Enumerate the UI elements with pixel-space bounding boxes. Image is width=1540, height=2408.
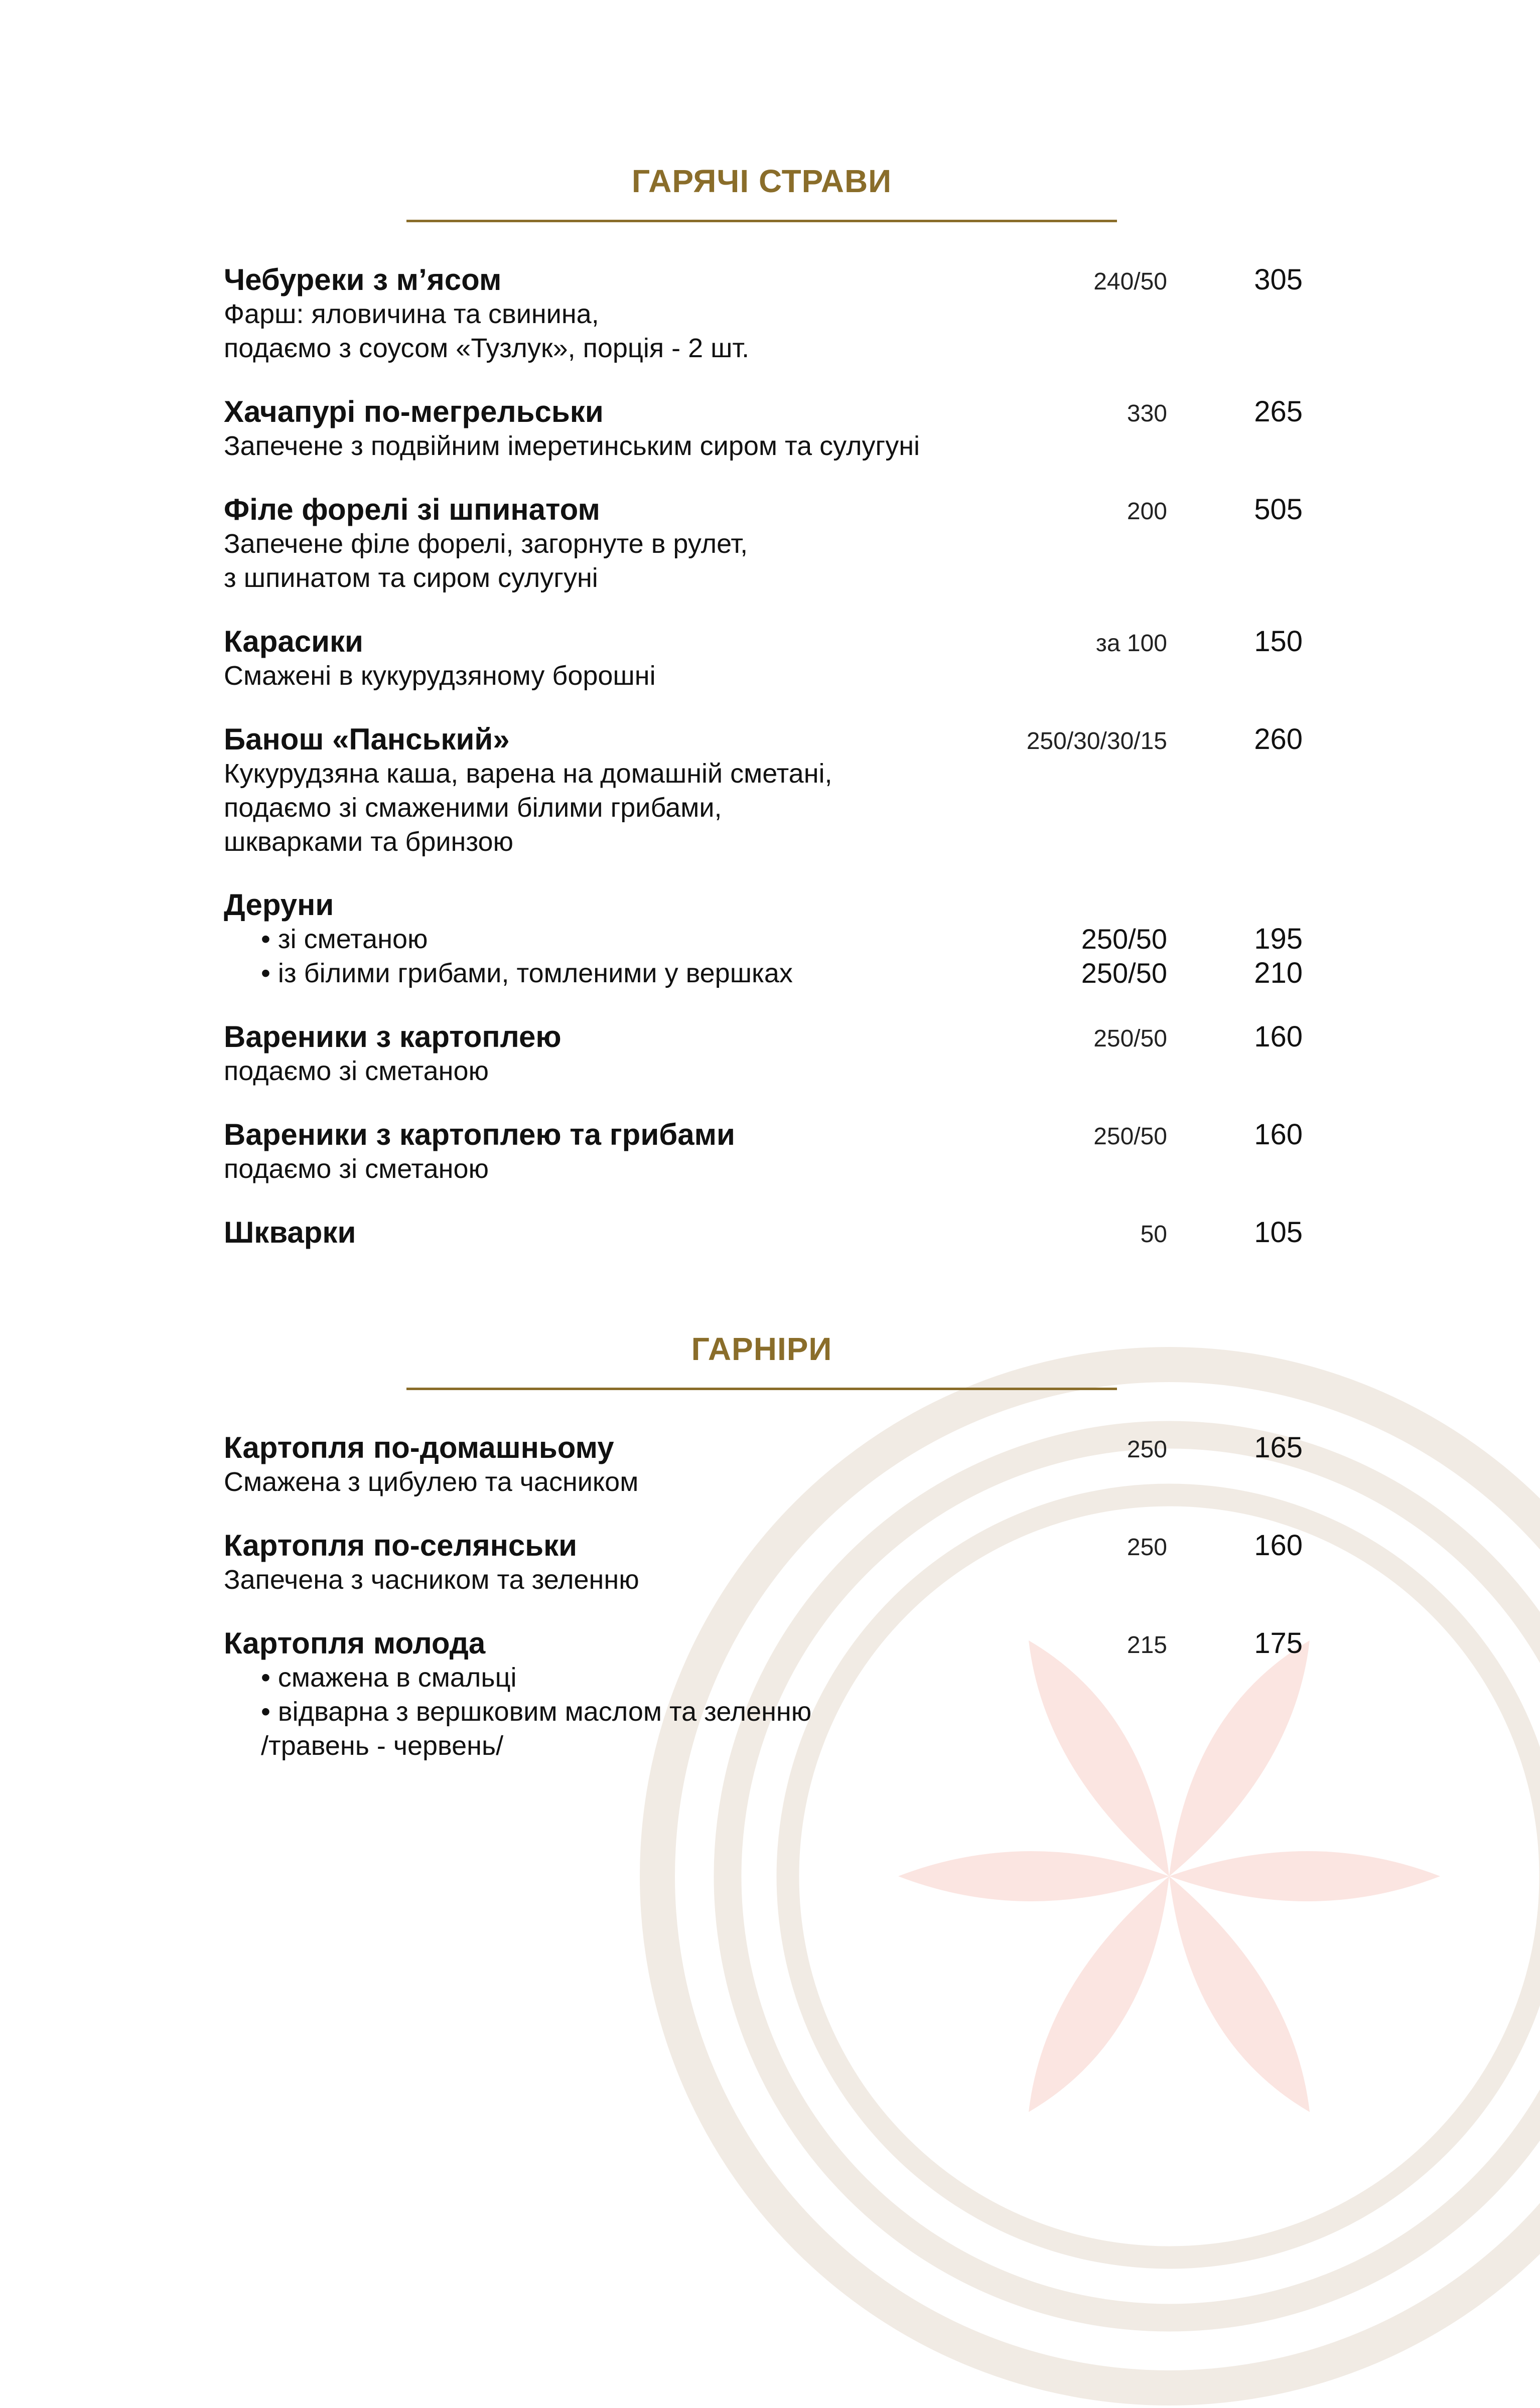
item-name: Вареники з картоплею та грибами — [224, 1118, 735, 1151]
item-name: Банош «Панський» — [224, 722, 510, 756]
item-weight: 240/50 — [1093, 268, 1167, 295]
item-name: Філе форелі зі шпинатом — [224, 493, 600, 526]
menu-item — [224, 888, 1303, 990]
menu-item — [224, 1118, 1303, 1186]
item-weight: за 100 — [1095, 630, 1167, 657]
item-price: 160 — [1254, 1020, 1303, 1053]
item-description: подаємо з соусом «Тузлук», порція - 2 шт. — [224, 333, 750, 363]
menu-item — [224, 1529, 1303, 1597]
item-name: Чебуреки з м’ясом — [224, 263, 502, 296]
option-price: 195 — [1254, 923, 1303, 955]
item-weight: 250 — [1127, 1436, 1167, 1463]
item-price: 160 — [1254, 1529, 1303, 1562]
item-price: 505 — [1254, 493, 1303, 526]
menu-item — [224, 1431, 1303, 1499]
option-label: • відварна з вершковим маслом та зеленню — [261, 1697, 812, 1727]
item-weight: 50 — [1140, 1221, 1167, 1248]
item-price: 105 — [1254, 1216, 1303, 1249]
menu-item — [224, 1626, 1303, 1763]
item-name: Картопля молода — [224, 1626, 486, 1660]
item-weight: 250/50 — [1093, 1025, 1167, 1052]
item-price: 175 — [1254, 1627, 1303, 1660]
item-weight: 200 — [1127, 498, 1167, 525]
menu-item — [224, 722, 1303, 859]
menu-item — [224, 625, 1303, 693]
item-option — [224, 956, 1303, 990]
item-description: Смажена з цибулею та часником — [224, 1467, 639, 1497]
item-description: подаємо зі смаженими білими грибами, — [224, 793, 722, 823]
item-weight: 250 — [1127, 1534, 1167, 1561]
item-description: Кукурудзяна каша, варена на домашній сметані, — [224, 759, 832, 789]
option-label: • зі сметаною — [261, 924, 428, 954]
menu-item — [224, 263, 1303, 365]
item-description: Смажені в кукурудзяному борошні — [224, 661, 656, 691]
item-description: шкварками та бринзою — [224, 827, 514, 857]
item-season-note: /травень - червень/ — [261, 1731, 504, 1761]
section-divider — [406, 1388, 1117, 1390]
item-description: з шпинатом та сиром сулугуні — [224, 563, 598, 593]
item-description: подаємо зі сметаною — [224, 1056, 489, 1086]
option-weight: 250/50 — [1081, 957, 1167, 989]
section-divider — [406, 220, 1117, 222]
item-description: Запечена з часником та зеленню — [224, 1565, 639, 1595]
item-name: Хачапурі по-мегрельськи — [224, 395, 604, 428]
item-name: Вареники з картоплею — [224, 1020, 562, 1054]
option-label: • смажена в смальці — [261, 1663, 517, 1693]
section-title-sides: ГАРНІРИ — [691, 1331, 832, 1367]
item-price: 150 — [1254, 625, 1303, 658]
option-price: 210 — [1254, 957, 1303, 989]
item-price: 260 — [1254, 723, 1303, 756]
menu-item — [224, 1020, 1303, 1088]
section-title-hot-dishes: ГАРЯЧІ СТРАВИ — [631, 163, 892, 199]
menu-item — [224, 395, 1303, 463]
item-name: Картопля по-селянськи — [224, 1529, 578, 1562]
item-description: подаємо зі сметаною — [224, 1154, 489, 1184]
option-label: • із білими грибами, томленими у вершках — [261, 958, 793, 988]
item-name: Шкварки — [224, 1216, 356, 1249]
item-price: 165 — [1254, 1431, 1303, 1464]
item-option — [224, 1695, 1303, 1729]
item-name: Деруни — [224, 888, 334, 922]
menu-item — [224, 493, 1303, 595]
item-name: Картопля по-домашньому — [224, 1431, 614, 1464]
item-name: Карасики — [224, 625, 363, 658]
item-price: 160 — [1254, 1118, 1303, 1151]
item-description: Фарш: яловичина та свинина, — [224, 299, 599, 329]
item-option — [224, 922, 1303, 956]
option-weight: 250/50 — [1081, 923, 1167, 955]
item-price: 305 — [1254, 263, 1303, 296]
item-option — [224, 1661, 1303, 1695]
item-weight: 250/50 — [1093, 1123, 1167, 1150]
item-weight: 215 — [1127, 1632, 1167, 1659]
item-weight: 250/30/30/15 — [1026, 728, 1167, 755]
menu-item — [224, 1216, 1303, 1250]
item-weight: 330 — [1127, 400, 1167, 427]
item-description: Запечене філе форелі, загорнуте в рулет, — [224, 529, 748, 559]
item-price: 265 — [1254, 395, 1303, 428]
item-description: Запечене з подвійним імеретинським сиром та сулугуні — [224, 431, 920, 461]
